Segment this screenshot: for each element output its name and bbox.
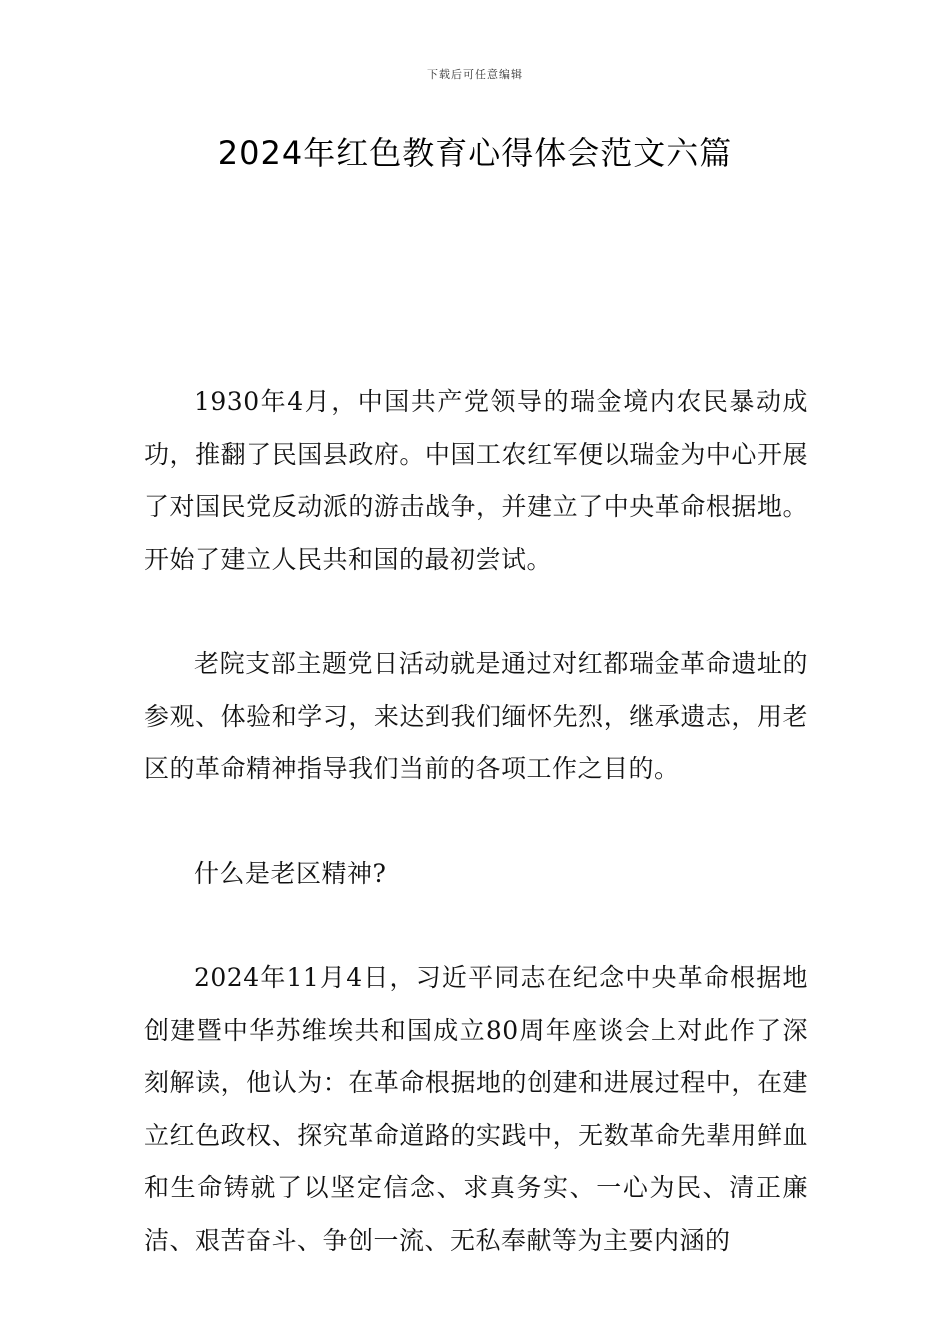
document-title: 2024年红色教育心得体会范文六篇	[217, 134, 733, 172]
paragraph-3: 什么是老区精神?	[194, 858, 387, 888]
header-note: 下载后可任意编辑	[427, 68, 523, 81]
document-body	[144, 376, 808, 1267]
paragraph-2: 老院支部主题党日活动就是通过对红都瑞金革命遗址的参观、体验和学习，来达到我们缅怀先烈，继承遗志，用老区的革命精神指导我们当前的各项工作之目的。	[144, 649, 808, 783]
paragraph-1: 1930年4月，中国共产党领导的瑞金境内农民暴动成功，推翻了民国县政府。中国工农红军便以瑞金为中心开展了对国民党反动派的游击战争，并建立了中央革命根据地。开始了建立人民共和国的最初尝试。	[144, 387, 808, 574]
paragraph-4: 2024年11月4日，习近平同志在纪念中央革命根据地创建暨中华苏维埃共和国成立80周年座谈会上对此作了深刻解读，他认为：在革命根据地的创建和进展过程中，在建立红色政权、探究革命道路的实践中，无数革命先辈用鲜血和生命铸就了以坚定信念、求真务实、一心为民、清正廉洁、艰苦奋斗、争创一流、无私奉献等为主要内涵的	[144, 963, 808, 1255]
